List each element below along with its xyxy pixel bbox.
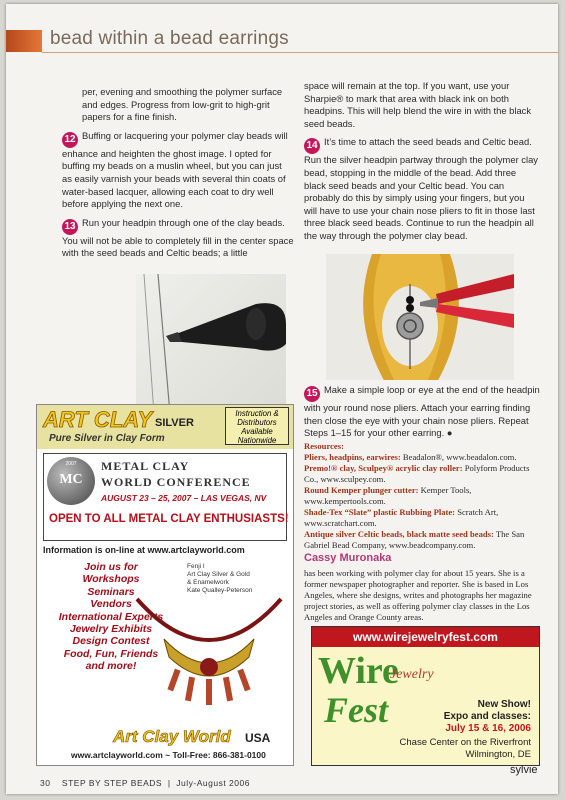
necklace-image xyxy=(129,591,289,709)
wirefest-city: Wilmington, DE xyxy=(465,749,531,760)
step-number-14: 14 xyxy=(304,138,320,154)
conference-dates: AUGUST 23 – 25, 2007 – LAS VEGAS, NV xyxy=(101,493,267,503)
step-14-text: It’s time to attach the seed beads and Celtic bead. Run the silver headpin partway through the polymer clay bead, stopping in the middle of the bead. Add three black seed beads and your Celtic bead. You can probably do this by simply using your fingers, but you will have to use your chain nose pliers to fit in those last three black seed beads. Continue to run the headpin all the way through the polymer clay bead. xyxy=(304,136,538,241)
fest-logo: Fest xyxy=(324,690,389,730)
info-line: Information is on-line at www.artclayworld.com xyxy=(43,545,245,555)
issue-date: July-August 2006 xyxy=(176,778,250,788)
resource-5 xyxy=(304,529,540,551)
marker-photo xyxy=(136,274,286,414)
bead-pliers-photo xyxy=(326,254,514,380)
resource-2 xyxy=(304,463,540,485)
page-title: bead within a bead earrings xyxy=(50,28,289,49)
resource-1-text: Beadalon®, www.beadalon.com. xyxy=(400,452,517,462)
feature-item: Vendors xyxy=(90,598,132,611)
wire-logo: Wire xyxy=(318,650,399,692)
step-12-text: Buffing or lacquering your polymer clay beads will enhance and heighten the ghost image. I opted for buffing my beads on a muslin wheel, but you can just as easily varnish your beads with several thin coats of water-based lacquer, allowing each coat to dry well before applying the next one. xyxy=(62,129,288,210)
step-15 xyxy=(304,384,540,440)
step-13-text: Run your headpin through one of the clay beads. You will not be able to completely fill in the center space with the seed beads and Celtic beads; a little xyxy=(62,216,294,259)
resource-4-text: Scratch Art, www.scratchart.com. xyxy=(304,507,499,528)
resource-4-label: Shade-Tex “Slate” plastic Rubbing Plate: xyxy=(304,507,456,517)
step-15-text: Make a simple loop or eye at the end of the headpin with your round nose pliers. Attach your earring finding then close the eye with your chain nose pliers. Repeat Steps 1–15 for your other earring. ● xyxy=(304,384,540,439)
logo-year: 2007 xyxy=(65,461,77,467)
feature-item: Food, Fun, Friends xyxy=(63,647,159,660)
step-15-block xyxy=(304,384,540,446)
right-column xyxy=(304,80,540,249)
resource-1 xyxy=(304,452,540,463)
feature-item: and more! xyxy=(85,660,137,673)
credit-line: Kate Qualley-Peterson xyxy=(187,587,253,594)
feature-item: Join us for xyxy=(84,561,138,573)
feature-item: Seminars xyxy=(87,585,135,598)
jewelry-logo: Jewelry xyxy=(390,667,434,682)
credit-line: Art Clay Silver & Gold xyxy=(187,571,250,578)
author-name: Cassy Muronaka xyxy=(304,552,392,564)
art-clay-usa: USA xyxy=(245,731,271,745)
magazine-page xyxy=(6,4,558,794)
conference-title-2: WORLD CONFERENCE xyxy=(101,475,251,489)
left-column xyxy=(62,86,294,266)
right-intro-text: space will remain at the top. If you want, use your Sharpie® to mark that area with black ink on both headpins. This will help blend the wire in with the black seed beads. xyxy=(304,80,532,129)
art-clay-world-logo: Art Clay World xyxy=(113,727,231,746)
credit-line: Fenji I xyxy=(187,563,205,570)
art-clay-advertisement xyxy=(36,404,294,766)
resource-2-label: Premo!® clay, Sculpey® acrylic clay roller: xyxy=(304,463,463,473)
resources xyxy=(304,441,540,551)
feature-item: International Experts xyxy=(58,610,164,623)
resource-2-text: Polyform Products Co., www.sculpey.com. xyxy=(304,463,530,484)
step-13 xyxy=(62,217,294,260)
conference-title-1: METAL CLAY xyxy=(101,459,190,473)
step-14 xyxy=(304,136,540,242)
wirefest-dates: July 15 & 16, 2006 xyxy=(445,723,531,734)
expo-label: Expo and classes: xyxy=(443,711,531,722)
resources-heading: Resources: xyxy=(304,441,344,451)
globe-logo: MC 2007 xyxy=(47,457,95,505)
resource-3-label: Round Kemper plunger cutter: xyxy=(304,485,419,495)
resource-1-label: Pliers, headpins, earwires: xyxy=(304,452,401,462)
distributors-box: Instruction & Distributors Available Nationwide xyxy=(225,407,289,445)
resource-4 xyxy=(304,507,540,529)
page-footer: 30 STEP BY STEP BEADS | July-August 2006 xyxy=(40,778,250,788)
open-to-all: OPEN TO ALL METAL CLAY ENTHUSIASTS! xyxy=(49,513,289,525)
magazine-name: STEP BY STEP BEADS xyxy=(61,778,163,788)
art-clay-tagline: Pure Silver in Clay Form xyxy=(49,433,165,444)
wirefest-venue: Chase Center on the Riverfront xyxy=(399,737,531,748)
intro-text: per, evening and smoothing the polymer surface and edges. Progress from low-grit to high-grit papers for a fine finish. xyxy=(82,86,283,123)
feature-item: Workshops xyxy=(82,573,140,586)
step-number-12: 12 xyxy=(62,132,78,148)
resource-5-label: Antique silver Celtic beads, black matte seed beads: xyxy=(304,529,494,539)
step-number-15: 15 xyxy=(304,386,320,402)
resource-3 xyxy=(304,485,540,507)
page-number: 30 xyxy=(40,778,51,788)
scanner-signature: sylvie xyxy=(510,764,538,776)
new-show-label: New Show! xyxy=(477,699,531,710)
feature-item: Jewelry Exhibits xyxy=(69,623,153,636)
feature-item: Design Contest xyxy=(72,635,150,648)
header-accent-bar xyxy=(6,30,42,52)
author-bio-text: has been working with polymer clay for about 15 years. She is a former newspaper photographer and reporter. She is based in Los Angeles, where she designs, writes and photographs her magazine project stories, as well as offering polymer clay classes in the Los Angeles and Orange County areas. xyxy=(304,567,532,622)
author-bio xyxy=(304,552,540,623)
art-clay-silver: SILVER xyxy=(155,417,194,429)
resource-5-text: The San Gabriel Bead Company, www.beadcompany.com. xyxy=(304,529,525,550)
header-rule xyxy=(42,52,558,53)
credit-line: & Enamelwork xyxy=(187,579,229,586)
wire-jewelry-fest-advertisement xyxy=(311,626,540,766)
resource-3-text: Kemper Tools, www.kempertools.com. xyxy=(304,485,472,506)
step-number-13: 13 xyxy=(62,219,78,235)
art-clay-brand: ART CLAY xyxy=(43,407,153,432)
step-12 xyxy=(62,130,294,211)
art-clay-contact: www.artclayworld.com ~ Toll-Free: 866-381-0100 xyxy=(71,750,266,760)
wirefest-url-banner: www.wirejewelryfest.com xyxy=(312,627,539,647)
